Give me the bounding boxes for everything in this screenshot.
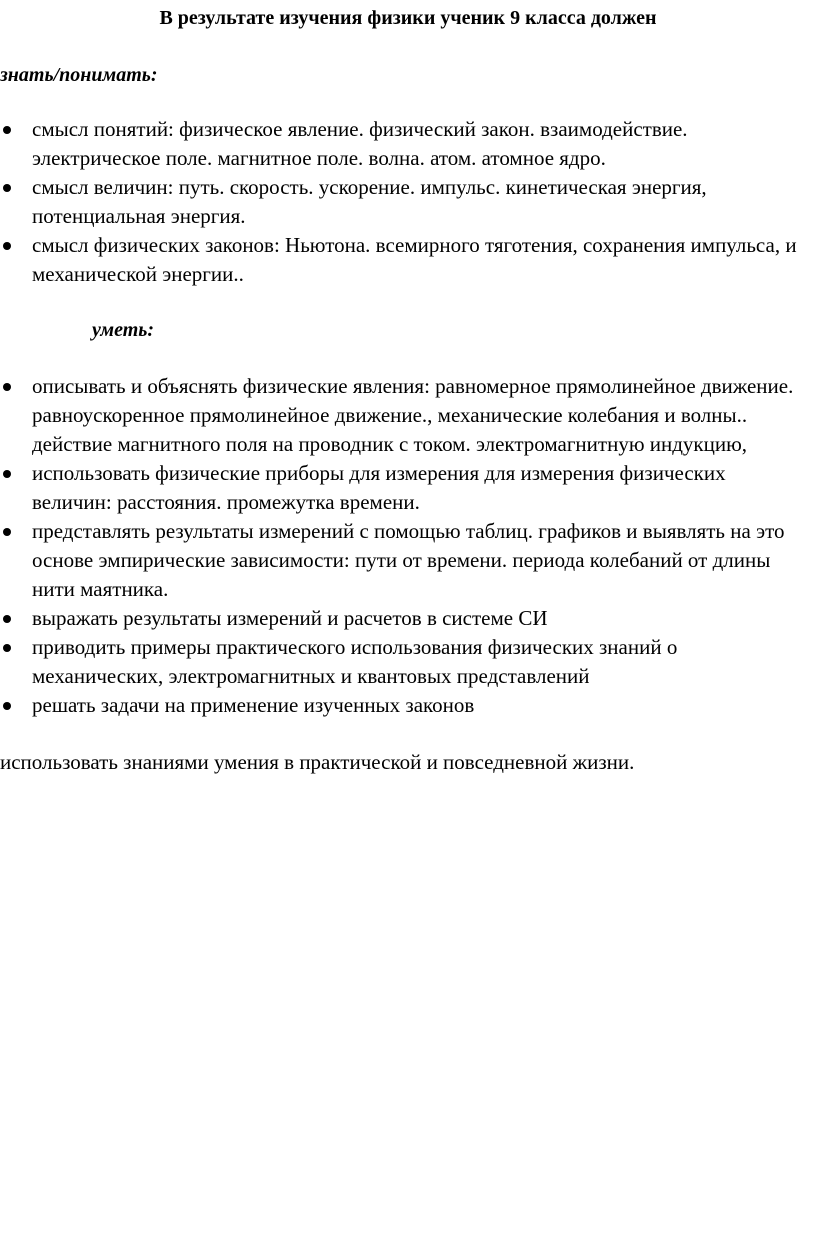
list-item [0, 115, 816, 173]
list-item [0, 173, 816, 231]
list-item-text: выражать результаты измерений и расчетов в системе СИ [32, 606, 548, 630]
list-item-text: смысл понятий: физическое явление. физический закон. взаимодействие. электрическое поле. магнитное поле. волна. атом. атомное ядро. [32, 117, 688, 170]
list-item [0, 231, 816, 289]
can-list [0, 372, 816, 720]
list-item [0, 372, 816, 459]
document-title: В результате изучения физики ученик 9 класса должен [159, 7, 657, 29]
bullet-icon [3, 528, 11, 536]
can-heading: уметь: [92, 319, 155, 341]
list-item-text: смысл физических законов: Ньютона. всемирного тяготения, сохранения импульса, и механической энергии.. [32, 233, 797, 286]
list-item [0, 604, 816, 633]
bullet-icon [3, 644, 11, 652]
bullet-icon [3, 184, 11, 192]
list-item-text: смысл величин: путь. скорость. ускорение. импульс. кинетическая энергия, потенциальная энергия. [32, 175, 707, 228]
list-item-text: использовать физические приборы для измерения для измерения физических величин: расстояния. промежутка времени. [32, 461, 726, 514]
list-item [0, 691, 816, 720]
bullet-icon [3, 383, 11, 391]
bullet-icon [3, 702, 11, 710]
bullet-icon [3, 615, 11, 623]
list-item-text: представлять результаты измерений с помощью таблиц. графиков и выявлять на это основе эмпирические зависимости: пути от времени. периода колебаний от длины нити маятника. [32, 519, 785, 601]
footer-text: использовать знаниями умения в практической и повседневной жизни. [0, 750, 635, 774]
list-item-text: решать задачи на применение изученных законов [32, 693, 475, 717]
list-item [0, 633, 816, 691]
bullet-icon [3, 126, 11, 134]
list-item [0, 459, 816, 517]
know-list [0, 115, 816, 289]
know-heading: знать/понимать: [0, 64, 158, 86]
list-item-text: приводить примеры практического использования физических знаний о механических, электромагнитных и квантовых представлений [32, 635, 678, 688]
list-item-text: описывать и объяснять физические явления: равномерное прямолинейное движение. равноускоренное прямолинейное движение., механические колебания и волны.. действие магнитного поля на проводник с током. электромагнитную индукцию, [32, 374, 794, 456]
bullet-icon [3, 470, 11, 478]
list-item [0, 517, 816, 604]
bullet-icon [3, 242, 11, 250]
